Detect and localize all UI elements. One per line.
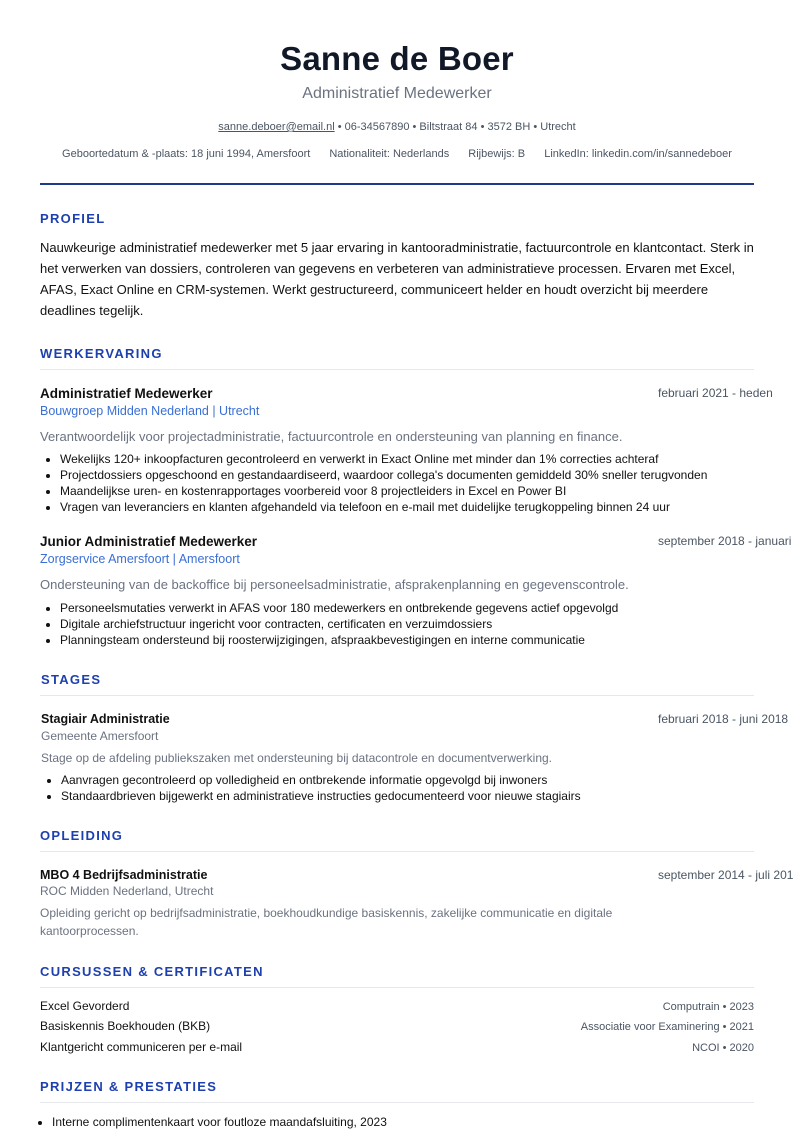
nationality-detail: Nationaliteit: Nederlands <box>329 148 450 160</box>
job-description: Ondersteuning van de backoffice bij personeelsadministratie, afsprakenplanning en gegevenscontrole. <box>40 577 629 592</box>
list-item: • Personeelsmutaties verwerkt in AFAS voor 180 medewerkers en ontbrekende gegevens actief opgevolgd <box>60 600 794 616</box>
job-achievements <box>40 600 794 648</box>
job-employer: Zorgservice Amersfoort | Amersfoort <box>40 552 240 566</box>
list-item: • Maandelijkse uren- en kostenrapportages voorbereid voor 8 projectleiders in Excel en Power BI <box>60 483 794 499</box>
internship-achievements <box>41 772 794 804</box>
header-divider <box>40 183 754 185</box>
profile-text: Nauwkeurige administratief medewerker met 5 jaar ervaring in kantooradministratie, factuurcontrole en klantcontact. Sterk in het verwerken van dossiers, controleren van gegevens en verbeteren van administratieve processen. Ervaren met Excel, AFAS, Exact Online en CRM-systemen. Werkt gestructureerd, communiceert helder en houdt overzicht bij meerdere deadlines tegelijk. <box>40 240 754 318</box>
list-item: • Interne complimentenkaart voor foutloze maandafsluiting, 2023 <box>52 1114 792 1130</box>
education-description: Opleiding gericht op bedrijfsadministratie, boekhoudkundige basiskennis, zakelijke communicatie en digitale kantoorprocessen. <box>40 906 613 938</box>
education-school: ROC Midden Nederland, Utrecht <box>40 884 214 898</box>
course-provider: Computrain • 2023 <box>662 1001 754 1013</box>
section-title-courses: CURSUSSEN & CERTIFICATEN <box>40 964 264 979</box>
job-employer: Bouwgroep Midden Nederland | Utrecht <box>40 404 260 418</box>
course-provider: NCOI • 2020 <box>692 1042 754 1054</box>
course-name: Basiskennis Boekhouden (BKB) <box>40 1019 211 1033</box>
section-divider <box>40 695 754 696</box>
job-title: Junior Administratief Medewerker <box>40 534 258 549</box>
section-title-awards: PRIJZEN & PRESTATIES <box>40 1079 218 1094</box>
candidate-role: Administratief Medewerker <box>302 85 492 102</box>
section-divider <box>40 1102 754 1103</box>
section-title-education: OPLEIDING <box>40 828 124 843</box>
job-description: Verantwoordelijk voor projectadministratie, factuurcontrole en ondersteuning van planning en finance. <box>40 429 623 444</box>
email-link[interactable]: sanne.deboer@email.nl <box>218 121 335 133</box>
section-title-profile: PROFIEL <box>40 211 106 226</box>
course-name: Klantgericht communiceren per e-mail <box>40 1040 243 1054</box>
license-detail: Rijbewijs: B <box>468 148 526 160</box>
section-divider <box>40 851 754 852</box>
job-date: september 2018 - januari <box>658 534 792 548</box>
section-divider <box>40 987 754 988</box>
linkedin-detail: LinkedIn: linkedin.com/in/sannedeboer <box>544 148 732 160</box>
internship-employer: Gemeente Amersfoort <box>41 729 159 743</box>
personal-details <box>0 148 794 160</box>
job-achievements <box>40 451 794 515</box>
list-item: • Planningsteam ondersteund bij roosterwijzigingen, afspraakbevestigingen en interne communicatie <box>60 632 794 648</box>
list-item: • Aanvragen gecontroleerd op volledigheid en ontbrekende informatie opgevolgd bij inwoners <box>61 772 794 788</box>
job-title: Administratief Medewerker <box>40 386 213 401</box>
section-title-experience: WERKERVARING <box>40 346 163 361</box>
internship-description: Stage op de afdeling publiekszaken met ondersteuning bij datacontrole en documentverwerking. <box>41 751 552 765</box>
section-title-internships: STAGES <box>41 672 102 687</box>
internship-date: februari 2018 - juni 2018 <box>658 712 789 726</box>
list-item: • Wekelijks 120+ inkoopfacturen gecontroleerd en verwerkt in Exact Online met minder dan 1% correcties achteraf <box>60 451 794 467</box>
internship-title: Stagiair Administratie <box>41 712 170 726</box>
awards-list <box>32 1114 792 1130</box>
contact-line <box>0 121 794 133</box>
list-item: • Digitale archiefstructuur ingericht voor contracten, certificaten en verzuimdossiers <box>60 616 794 632</box>
education-title: MBO 4 Bedrijfsadministratie <box>40 868 208 882</box>
candidate-name: Sanne de Boer <box>280 40 514 77</box>
education-date: september 2014 - juli 201 <box>658 868 794 882</box>
contact-details: • 06-34567890 • Biltstraat 84 • 3572 BH • Utrecht <box>337 121 576 133</box>
list-item: • Vragen van leveranciers en klanten afgehandeld via telefoon en e-mail met duidelijke terugkoppeling binnen 24 uur <box>60 499 794 515</box>
course-name: Excel Gevorderd <box>40 999 130 1013</box>
list-item: • Standaardbrieven bijgewerkt en administratieve instructies gedocumenteerd voor nieuwe stagiairs <box>61 788 794 804</box>
birth-detail: Geboortedatum & -plaats: 18 juni 1994, Amersfoort <box>62 148 311 160</box>
list-item: • Projectdossiers opgeschoond en gestandaardiseerd, waardoor collega's documenten gemiddeld 30% sneller terugvonden <box>60 467 794 483</box>
job-date: februari 2021 - heden <box>658 386 773 400</box>
course-provider: Associatie voor Examinering • 2021 <box>580 1021 754 1033</box>
section-divider <box>40 369 754 370</box>
